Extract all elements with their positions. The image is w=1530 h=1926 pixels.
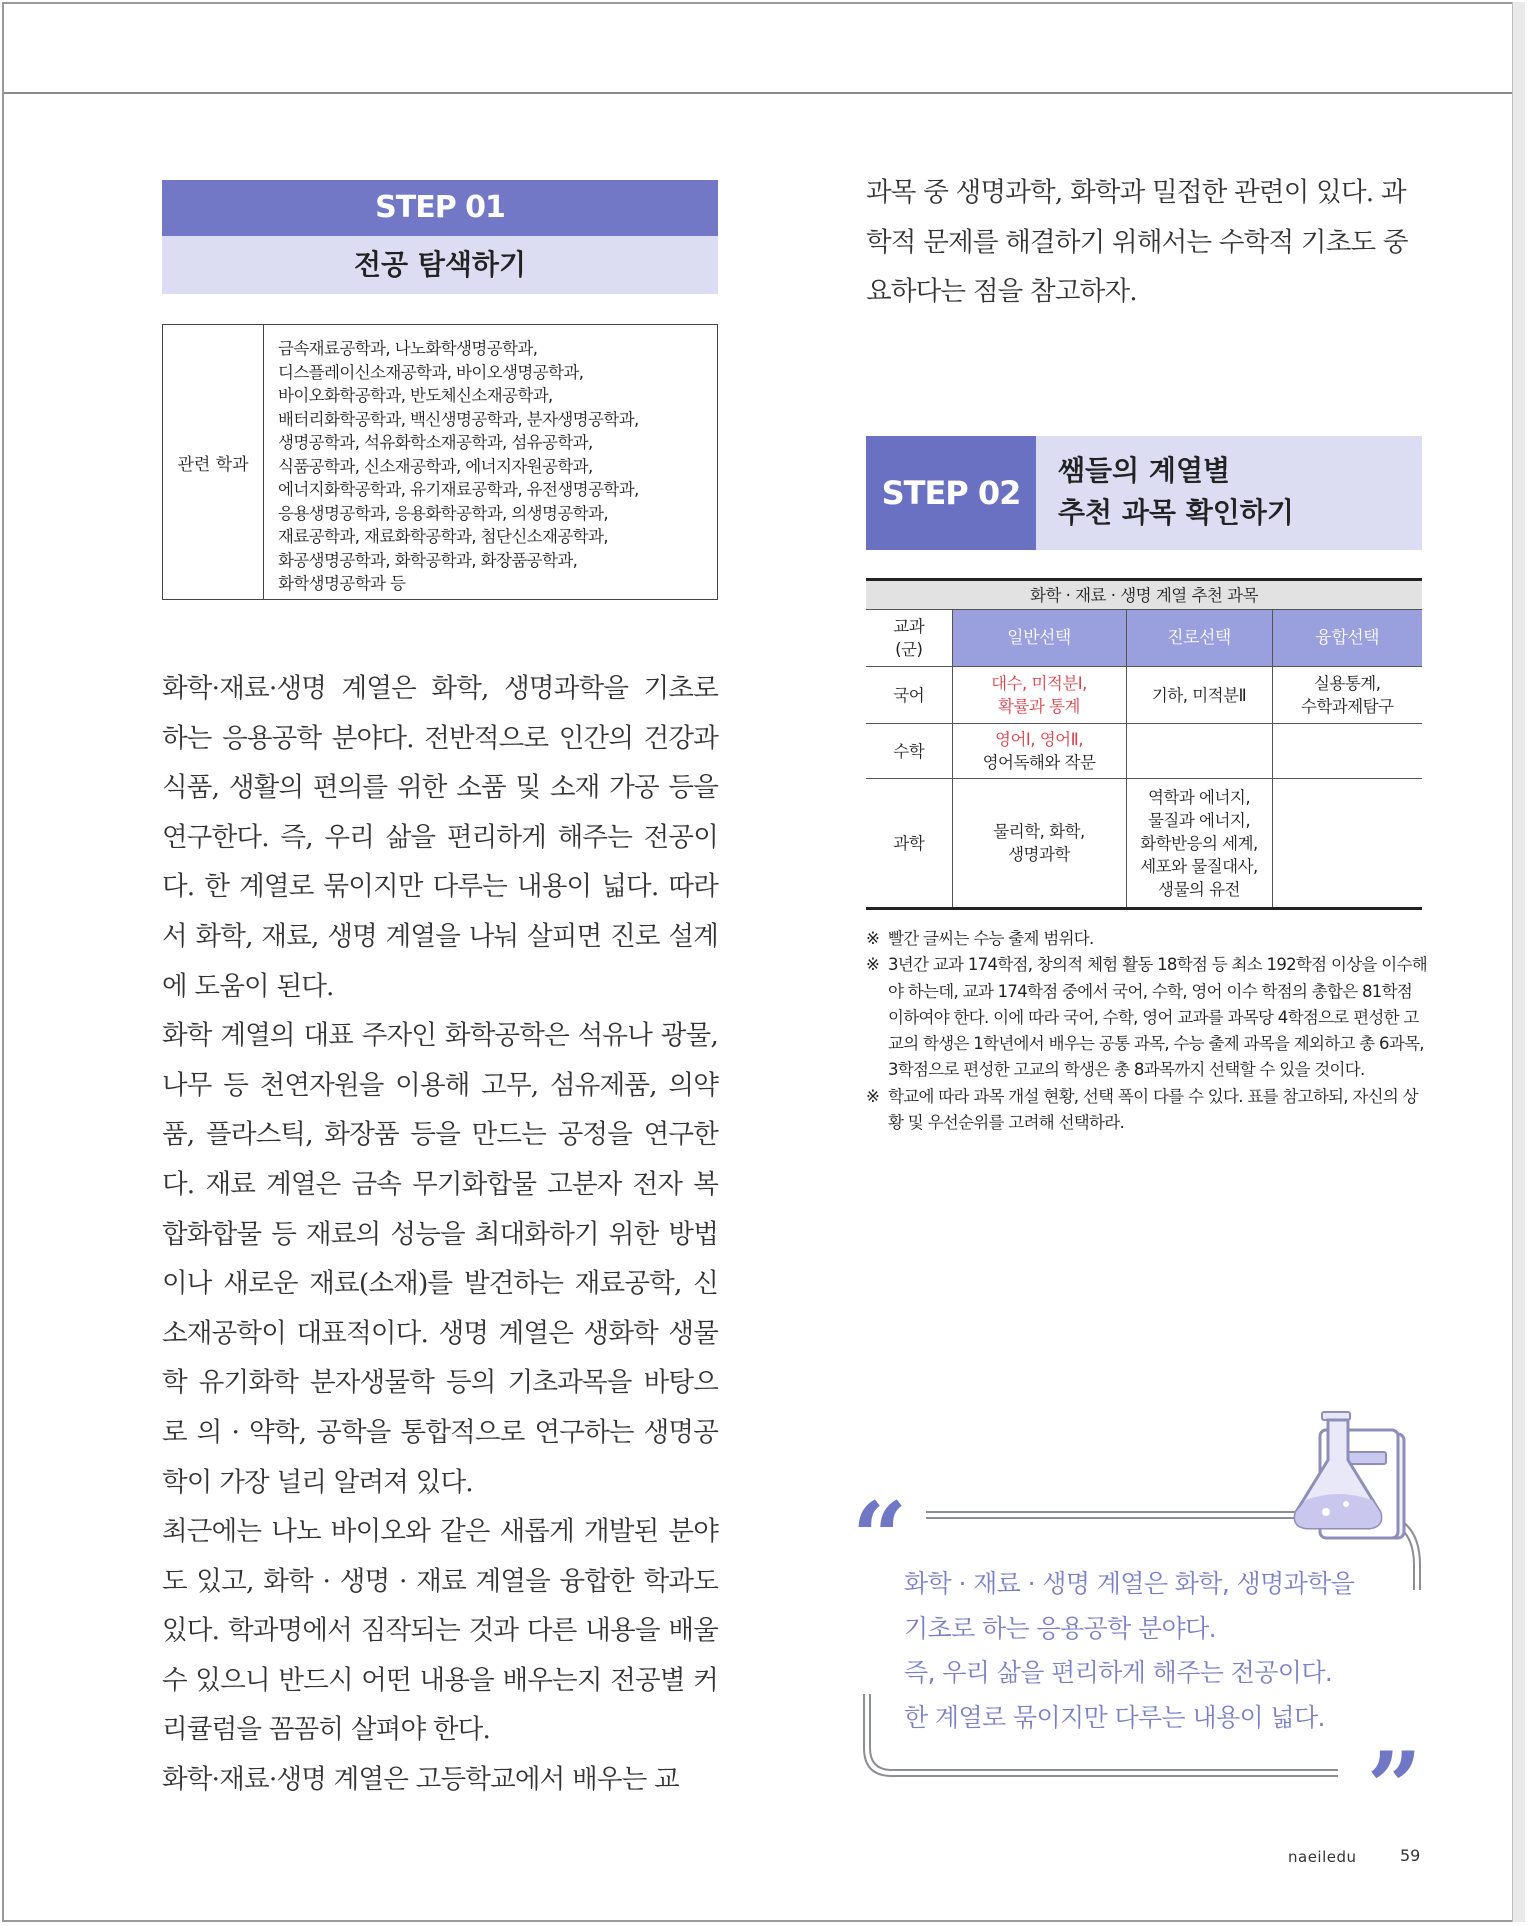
table-header-general: 일반선택 <box>952 610 1126 667</box>
row-subject: 수학 <box>866 724 952 779</box>
open-quote-mark: “ <box>852 1481 908 1594</box>
body-text-right <box>866 168 1422 317</box>
table-header-fusion: 융합선택 <box>1272 610 1422 667</box>
row-career: 기하, 미적분Ⅱ <box>1126 667 1272 724</box>
step1-title: 전공 탐색하기 <box>162 236 718 294</box>
table-row <box>866 724 1422 779</box>
row-general <box>952 667 1126 724</box>
quote-line: 화학 · 재료 · 생명 계열은 화학, 생명과학을 <box>904 1569 1355 1598</box>
row-fusion <box>1272 724 1422 779</box>
red-course-text: 대수, 미적분Ⅰ, 확률과 통계 <box>991 674 1087 716</box>
row-fusion: 실용통계, 수학과제탐구 <box>1272 667 1422 724</box>
note-text: 3년간 교과 174학점, 창의적 체험 활동 18학점 등 최소 192학점 이상을 이수해야 하는데, 교과 174학점 중에서 국어, 수학, 영어 이수 학점의 총합은 81학점 이하여야 한다. 이에 따라 국어, 수학, 영어 교과를 과목당 4학점으로 편성한 고교의 학생은 1학년에서 배우는 공통 과목, 수능 출제 과목을 제외하고 총 6과목, 3학점으로 편성한 고교의 학생은 총 8과목까지 선택할 수 있을 것이다. <box>888 955 1427 1080</box>
quote-text <box>904 1562 1394 1740</box>
top-rule <box>4 92 1512 94</box>
row-career <box>1126 724 1272 779</box>
body-paragraph: 과목 중 생명과학, 화학과 밀접한 관련이 있다. 과학적 문제를 해결하기 위해서는 수학적 기초도 중요하다는 점을 참고하자. <box>866 177 1408 308</box>
table-notes <box>866 926 1428 1136</box>
body-paragraph: 화학·재료·생명 계열은 화학, 생명과학을 기초로 하는 응용공학 분야다. 전반적으로 인간의 건강과 식품, 생활의 편의를 위한 소품 및 소재 가공 등을 연구한다. 즉, 우리 삶을 편리하게 해주는 전공이다. 한 계열로 묶이지만 다루는 내용이 넓다. 따라서 화학, 재료, 생명 계열을 나눠 살피면 진로 설계에 도움이 된다. <box>162 673 718 1002</box>
subject-header-line1: 교과 <box>893 617 925 636</box>
table-caption: 화학 · 재료 · 생명 계열 추천 과목 <box>866 580 1422 610</box>
step2-header <box>866 436 1422 550</box>
row-general <box>952 724 1126 779</box>
related-departments-box <box>162 324 718 600</box>
step2-title-line2: 추천 과목 확인하기 <box>1058 496 1294 529</box>
page-number: 59 <box>1400 1846 1421 1865</box>
table-row <box>866 667 1422 724</box>
step1-header <box>162 180 718 294</box>
course-text: 영어독해와 작문 <box>982 753 1096 772</box>
table-row <box>866 779 1422 909</box>
quote-line: 한 계열로 묶이지만 다루는 내용이 넓다. <box>904 1702 1325 1732</box>
step2-badge: STEP 02 <box>866 436 1036 550</box>
body-paragraph: 화학 계열의 대표 주자인 화학공학은 석유나 광물, 나무 등 천연자원을 이용해 고무, 섬유제품, 의약품, 플라스틱, 화장품 등을 만드는 공정을 연구한다. 재료 계열은 금속 무기화합물 고분자 전자 복합화합물 등 재료의 성능을 최대화하기 위한 방법이나 새로운 재료(소재)를 발견하는 재료공학, 신소재공학이 대표적이다. 생명 계열은 생화학 생물학 유기화학 분자생물학 등의 기초과목을 바탕으로 의 · 약학, 공학을 통합적으로 연구하는 생명공학이 가장 널리 알려져 있다. <box>162 1020 718 1498</box>
close-quote-mark: ” <box>1366 1731 1422 1844</box>
body-paragraph: 화학·재료·생명 계열은 고등학교에서 배우는 교 <box>162 1764 679 1796</box>
red-course-text: 영어Ⅰ, 영어Ⅱ, <box>995 730 1083 749</box>
note-item <box>866 952 1428 1083</box>
quote-line: 기초로 하는 응용공학 분야다. <box>904 1613 1216 1643</box>
step1-badge: STEP 01 <box>162 180 718 236</box>
row-fusion <box>1272 779 1422 909</box>
note-text: 학교에 따라 과목 개설 현황, 선택 폭이 다를 수 있다. 표를 참고하되, 자신의 상황 및 우선순위를 고려해 선택하라. <box>888 1086 1418 1133</box>
note-text: 빨간 글씨는 수능 출제 범위다. <box>888 929 1094 948</box>
body-text-left <box>162 664 718 1805</box>
related-departments-list: 금속재료공학과, 나노화학생명공학과, 디스플레이신소재공학과, 바이오생명공학과, 바이오화학공학과, 반도체신소재공학과, 배터리화학공학과, 백신생명공학과, 분자생명공학과, 생명공학과, 석유화학소재공학과, 섬유공학과, 식품공학과, 신소재공학과, 에너지자원공학과, 에너지화학공학과, 유기재료공학과, 유전생명공학과, 응용생명공학과, 응용화학공학과, 의생명공학과, 재료공학과, 재료화학공학과, 첨단신소재공학과, 화공생명공학과, 화학공학과, 화장품공학과, 화학생명공학과 등 <box>278 339 639 593</box>
quote-line: 즉, 우리 삶을 편리하게 해주는 전공이다. <box>904 1658 1333 1687</box>
row-subject: 국어 <box>866 667 952 724</box>
body-paragraph: 최근에는 나노 바이오와 같은 새롭게 개발된 분야도 있고, 화학 · 생명 · 재료 계열을 융합한 학과도 있다. 학과명에서 짐작되는 것과 다른 내용을 배울 수 있으니 반드시 어떤 내용을 배우는지 전공별 커리큘럼을 꼼꼼히 살펴야 한다. <box>162 1516 718 1746</box>
row-general: 물리학, 화학, 생명과학 <box>952 779 1126 909</box>
subject-header-line2: (군) <box>895 640 923 659</box>
table-header-subject <box>866 610 952 667</box>
note-mark: ※ <box>866 955 880 975</box>
pull-quote <box>852 1481 1422 1844</box>
related-departments-label: 관련 학과 <box>163 325 264 599</box>
table-header-career: 진로선택 <box>1126 610 1272 667</box>
step2-title-line1: 쌤들의 계열별 <box>1058 454 1231 487</box>
footer-site: naeiledu <box>1288 1848 1357 1866</box>
book-flask-icon <box>1262 1400 1422 1550</box>
row-career: 역학과 에너지, 물질과 에너지, 화학반응의 세계, 세포와 물질대사, 생물의 유전 <box>1126 779 1272 909</box>
note-item <box>866 926 1428 952</box>
page-edge <box>1512 2 1525 1922</box>
recommended-courses-table <box>866 578 1422 910</box>
note-item <box>866 1084 1428 1137</box>
note-mark: ※ <box>866 929 880 948</box>
step2-title <box>1036 436 1422 550</box>
row-subject: 과학 <box>866 779 952 909</box>
note-mark: ※ <box>866 1086 880 1106</box>
